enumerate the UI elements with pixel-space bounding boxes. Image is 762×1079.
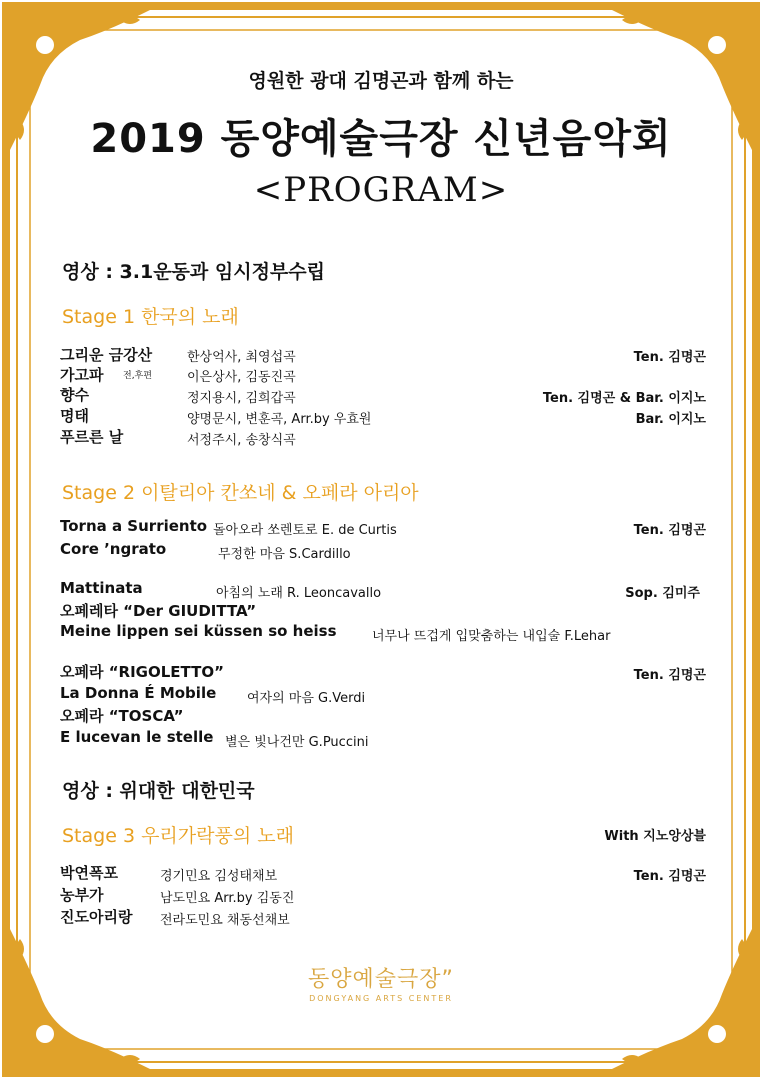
stage2-credit: 너무나 뜨겁게 입맞춤하는 내입술 F.Lehar <box>372 629 611 644</box>
stage-3-title: Stage 3 우리가락풍의 노래 <box>62 825 294 847</box>
program-heading: <PROGRAM> <box>253 170 509 210</box>
video-section-2: 영상 : 위대한 대한민국 <box>62 780 255 802</box>
stage2-credit: 아침의 노래 R. Leoncavallo <box>216 586 382 601</box>
stage2-credit: 여자의 마음 G.Verdi <box>247 691 366 706</box>
stage1-credit: 이은상사, 김동진곡 <box>187 370 296 385</box>
stage2-work: 오페라 “RIGOLETTO” <box>60 663 224 681</box>
theater-logo: 동양예술극장” <box>308 967 454 992</box>
stage2-work: E lucevan le stelle <box>60 728 214 746</box>
stage1-credit: 정지용시, 김희갑곡 <box>187 391 296 406</box>
stage2-work: Meine lippen sei küssen so heiss <box>60 622 337 640</box>
stage1-work: 푸르른 날 <box>60 428 124 446</box>
stage3-performer: Ten. 김명곤 <box>633 869 706 884</box>
stage2-credit: 별은 빛나건만 G.Puccini <box>225 735 369 750</box>
stage1-work: 향수 <box>60 386 89 404</box>
stage3-work: 박연폭포 <box>60 864 118 882</box>
concert-title: 2019 동양예술극장 신년음악회 <box>90 116 672 162</box>
stage2-performer: Ten. 김명곤 <box>633 668 706 683</box>
stage2-work: 오페레타 “Der GIUDITTA” <box>60 602 257 620</box>
stage1-credit: 한상억사, 최영섭곡 <box>187 350 296 365</box>
stage2-work: Torna a Surriento <box>60 517 208 535</box>
stage1-work: 명태 <box>60 407 89 425</box>
stage1-work: 그리운 금강산 <box>60 346 153 364</box>
stage2-performer: Ten. 김명곤 <box>633 523 706 538</box>
video-section-1: 영상 : 3.1운동과 임시정부수립 <box>62 261 325 283</box>
stage-1-title: Stage 1 한국의 노래 <box>62 306 239 328</box>
stage2-work: Core ’ngrato <box>60 540 167 558</box>
stage1-note: 전,후편 <box>123 371 152 381</box>
stage3-credit: 전라도민요 채동선채보 <box>160 913 290 928</box>
stage3-credit: 경기민요 김성태채보 <box>160 869 278 884</box>
stage1-performer: Ten. 김명곤 <box>633 350 706 365</box>
stage3-credit: 남도민요 Arr.by 김동진 <box>160 891 295 906</box>
stage-2-title: Stage 2 이탈리아 칸쏘네 & 오페라 아리아 <box>62 482 419 504</box>
stage2-performer: Sop. 김미주 <box>625 586 700 601</box>
stage1-work: 가고파 <box>60 366 104 384</box>
stage3-ensemble: With 지노앙상블 <box>604 829 706 844</box>
stage3-work: 진도아리랑 <box>60 908 133 926</box>
stage1-performer: Bar. 이지노 <box>635 412 706 427</box>
stage2-credit: 돌아오라 쏘렌토로 E. de Curtis <box>213 523 397 538</box>
stage2-work: 오페라 “TOSCA” <box>60 707 184 725</box>
concert-subtitle: 영원한 광대 김명곤과 함께 하는 <box>248 70 514 92</box>
stage3-work: 농부가 <box>60 886 104 904</box>
stage1-credit: 양명문시, 변훈곡, Arr.by 우효원 <box>187 412 372 427</box>
stage1-performer: Ten. 김명곤 & Bar. 이지노 <box>542 391 706 406</box>
stage2-work: La Donna É Mobile <box>60 684 217 702</box>
theater-logo-subtitle: DONGYANG ARTS CENTER <box>309 994 453 1003</box>
stage1-credit: 서정주시, 송창식곡 <box>187 433 296 448</box>
stage2-credit: 무정한 마음 S.Cardillo <box>218 547 351 562</box>
stage2-work: Mattinata <box>60 579 143 597</box>
